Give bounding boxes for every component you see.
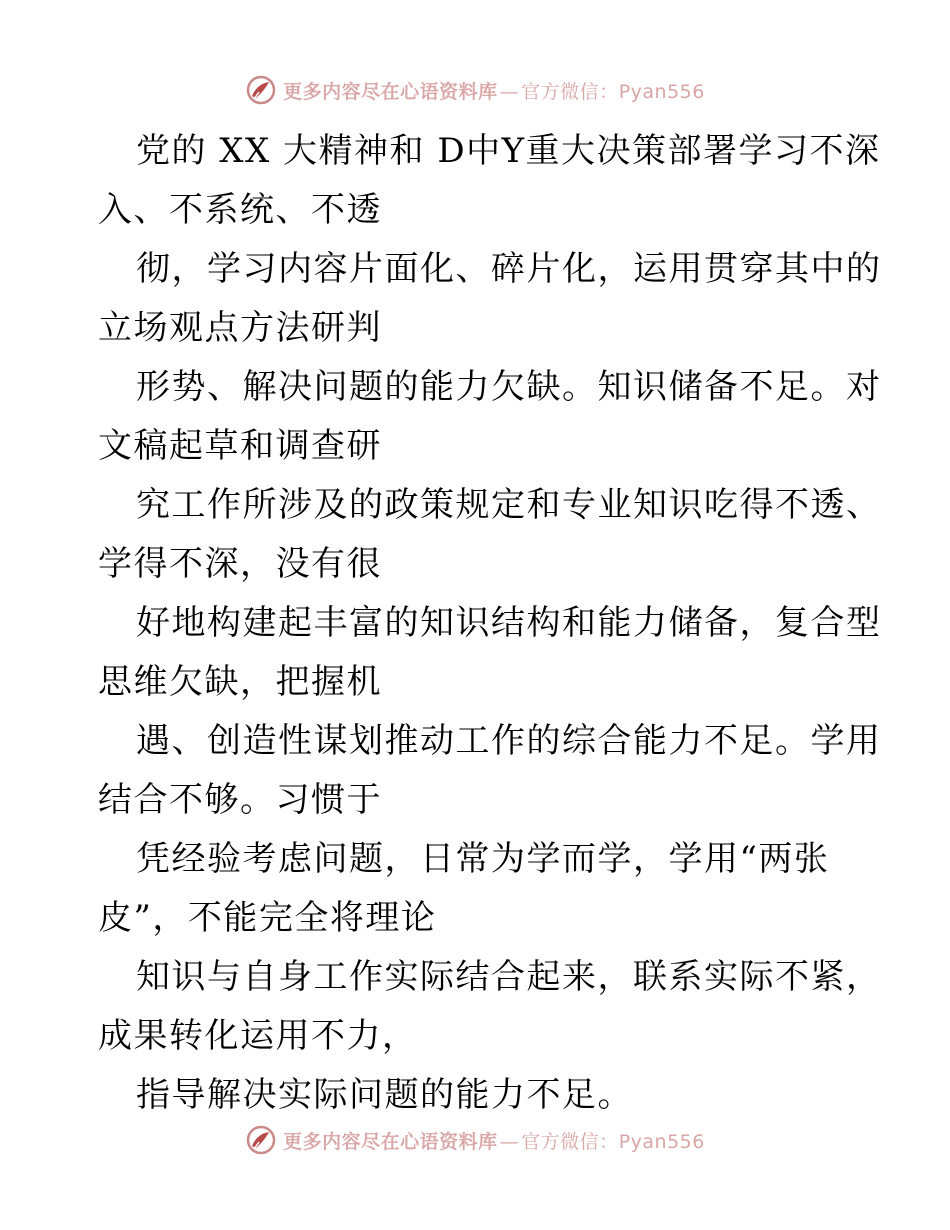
body-line: 皮”，不能完全将理论 xyxy=(98,898,437,938)
body-line: 思维欠缺，把握机 xyxy=(98,662,382,702)
footer-watermark-text xyxy=(283,1127,705,1154)
body-line: 知识与自身工作实际结合起来，联系实际不紧， xyxy=(136,957,882,997)
pen-logo-icon xyxy=(245,74,277,106)
header-brand-text: 更多内容尽在心语资料库 xyxy=(283,80,498,103)
body-line: 彻，学习内容片面化、碎片化，运用贯穿其中的 xyxy=(136,249,882,289)
body-line: 文稿起草和调查研 xyxy=(98,426,382,466)
footer-separator: — xyxy=(499,1130,520,1153)
footer-brand-text: 更多内容尽在心语资料库 xyxy=(283,1130,498,1153)
document-body xyxy=(98,122,882,1125)
header-contact-id: Pyan556 xyxy=(618,80,705,103)
header-watermark-text xyxy=(283,77,705,104)
body-line: 学得不深，没有很 xyxy=(98,544,382,584)
footer-contact-id: Pyan556 xyxy=(618,1130,705,1153)
body-line: 成果转化运用不力， xyxy=(98,1016,418,1056)
footer-contact-label: 官方微信： xyxy=(521,1130,619,1153)
body-line: 党的 XX 大精神和 D中Y重大决策部署学习不深 xyxy=(136,131,881,171)
header-contact-label: 官方微信： xyxy=(521,80,619,103)
body-line: 入、不系统、不透 xyxy=(98,190,382,230)
body-line: 形势、解决问题的能力欠缺。知识储备不足。对 xyxy=(136,367,882,407)
header-watermark-banner xyxy=(0,70,950,110)
body-line: 指导解决实际问题的能力不足。 xyxy=(136,1075,633,1115)
pen-logo-icon xyxy=(245,1124,277,1156)
body-line: 好地构建起丰富的知识结构和能力储备，复合型 xyxy=(136,603,882,643)
body-line: 凭经验考虑问题，日常为学而学，学用“两张 xyxy=(136,839,830,879)
body-line: 遇、创造性谋划推动工作的综合能力不足。学用 xyxy=(136,721,882,761)
header-separator: — xyxy=(499,80,520,103)
footer-watermark-banner xyxy=(0,1120,950,1160)
body-line: 结合不够。习惯于 xyxy=(98,780,382,820)
body-line: 究工作所涉及的政策规定和专业知识吃得不透、 xyxy=(136,485,882,525)
body-line: 立场观点方法研判 xyxy=(98,308,382,348)
